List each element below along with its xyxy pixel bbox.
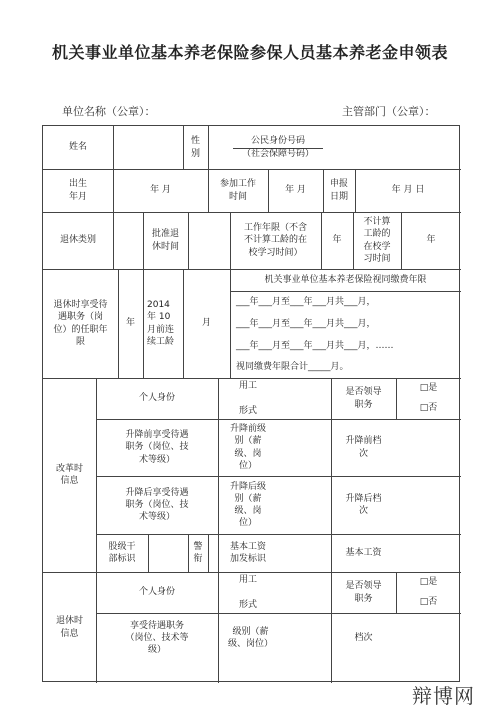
reform-leader-label: 是否领导 职务 — [345, 387, 382, 410]
apply-date-label: 申报 日期 — [329, 179, 348, 202]
id-number-field[interactable] — [323, 126, 461, 169]
application-form-table — [42, 125, 460, 682]
approve-time-field[interactable] — [188, 212, 230, 269]
deemed-total[interactable]: 视同缴费年限合计_____月。 — [236, 362, 349, 373]
retire-position-label: 享受待遇职务 （岗位、技术等 级） — [125, 620, 189, 656]
retire-identity-label: 个人身份 — [138, 587, 175, 598]
reform-yes-checkbox[interactable]: □是 — [419, 382, 438, 393]
reform-info-label: 改革时 信息 — [55, 463, 83, 486]
approve-time-label: 批准退 休时间 — [151, 229, 179, 252]
birth-field[interactable]: 年 月 — [150, 185, 171, 196]
dept-label: 主管部门（公章）： — [342, 105, 436, 118]
name-field[interactable] — [113, 126, 183, 169]
retire-info-label: 退休时 信息 — [55, 616, 83, 639]
after-level-label: 升降后级 别（薪 级、岗 位） — [229, 481, 266, 529]
retire-type-field[interactable] — [113, 212, 143, 269]
reform-identity-label: 个人身份 — [138, 393, 175, 404]
section-cadre-mark-label: 股级干 部标识 — [108, 541, 136, 564]
noncount-study-field[interactable]: 年 — [426, 235, 436, 246]
row-line — [96, 534, 461, 535]
police-rank-label: 警 衔 — [193, 541, 203, 564]
work-start-field[interactable]: 年 月 — [285, 185, 306, 196]
prev-service-label: 2014 年 10 月前连 续工龄 — [147, 300, 175, 347]
retire-type-label: 退休类别 — [59, 235, 96, 246]
deemed-line[interactable]: ___年___月至___年___月共___月， — [236, 296, 376, 307]
before-level-label: 升降前级 别（薪 级、岗 位） — [229, 424, 266, 471]
wage-mark-label: 基本工资 加发标识 — [229, 541, 266, 564]
col-line — [208, 534, 209, 572]
name-label: 姓名 — [68, 142, 87, 153]
retire-no-checkbox[interactable]: □否 — [419, 597, 438, 608]
work-start-label: 参加工作 时间 — [219, 179, 256, 202]
reform-no-checkbox[interactable]: □否 — [419, 403, 438, 414]
retire-grade-label: 档次 — [354, 632, 373, 643]
deemed-line[interactable]: ___年___月至___年___月共___月，…… — [236, 340, 394, 351]
retire-employment-label: 用工 形式 — [238, 575, 257, 610]
work-years-label: 工作年限（不含 不计算工龄的在 校学习时间） — [243, 223, 307, 258]
enjoy-position-years-label: 退休时享受待 遇职务（岗 位）的任职年 限 — [53, 300, 108, 347]
birth-label: 出生 年月 — [68, 179, 87, 202]
prev-service-field[interactable]: 月 — [201, 318, 211, 329]
col-line — [148, 534, 149, 572]
apply-date-field[interactable]: 年 月 日 — [391, 185, 425, 196]
before-grade-label: 升降前档 次 — [345, 436, 382, 459]
retire-leader-label: 是否领导 职务 — [345, 581, 382, 604]
retire-level-label: 级别（薪 级、岗位） — [227, 626, 273, 649]
retire-yes-checkbox[interactable]: □是 — [419, 576, 438, 587]
noncount-study-label: 不计算 工龄的 在校学 习时间 — [363, 217, 391, 264]
work-years-field[interactable]: 年 — [332, 235, 342, 246]
page-title: 机关事业单位基本养老保险参保人员基本养老金申领表 — [51, 43, 448, 62]
reform-employment-label: 用工 形式 — [238, 381, 257, 416]
id-number-label: 公民身份号码 （社会保障号码） — [241, 136, 314, 159]
site-watermark-logo: 辩博网 — [412, 684, 475, 708]
after-position-label: 升降后享受待遇 职务（岗位、技 术等级） — [125, 487, 189, 523]
unit-name-label: 单位名称（公章）： — [62, 105, 156, 118]
gender-label: 性 别 — [190, 136, 200, 159]
deemed-line[interactable]: ___年___月至___年___月共___月， — [236, 318, 376, 329]
deemed-years-title: 机关事业单位基本养老保险视同缴费年限 — [264, 274, 427, 285]
after-grade-label: 升降后档 次 — [345, 493, 382, 516]
base-wage-label: 基本工资 — [345, 547, 382, 558]
before-position-label: 升降前享受待遇 职务（岗位、技 术等级） — [125, 430, 189, 465]
enjoy-position-years-field[interactable]: 年 — [125, 318, 135, 329]
gender-field[interactable] — [208, 126, 233, 169]
